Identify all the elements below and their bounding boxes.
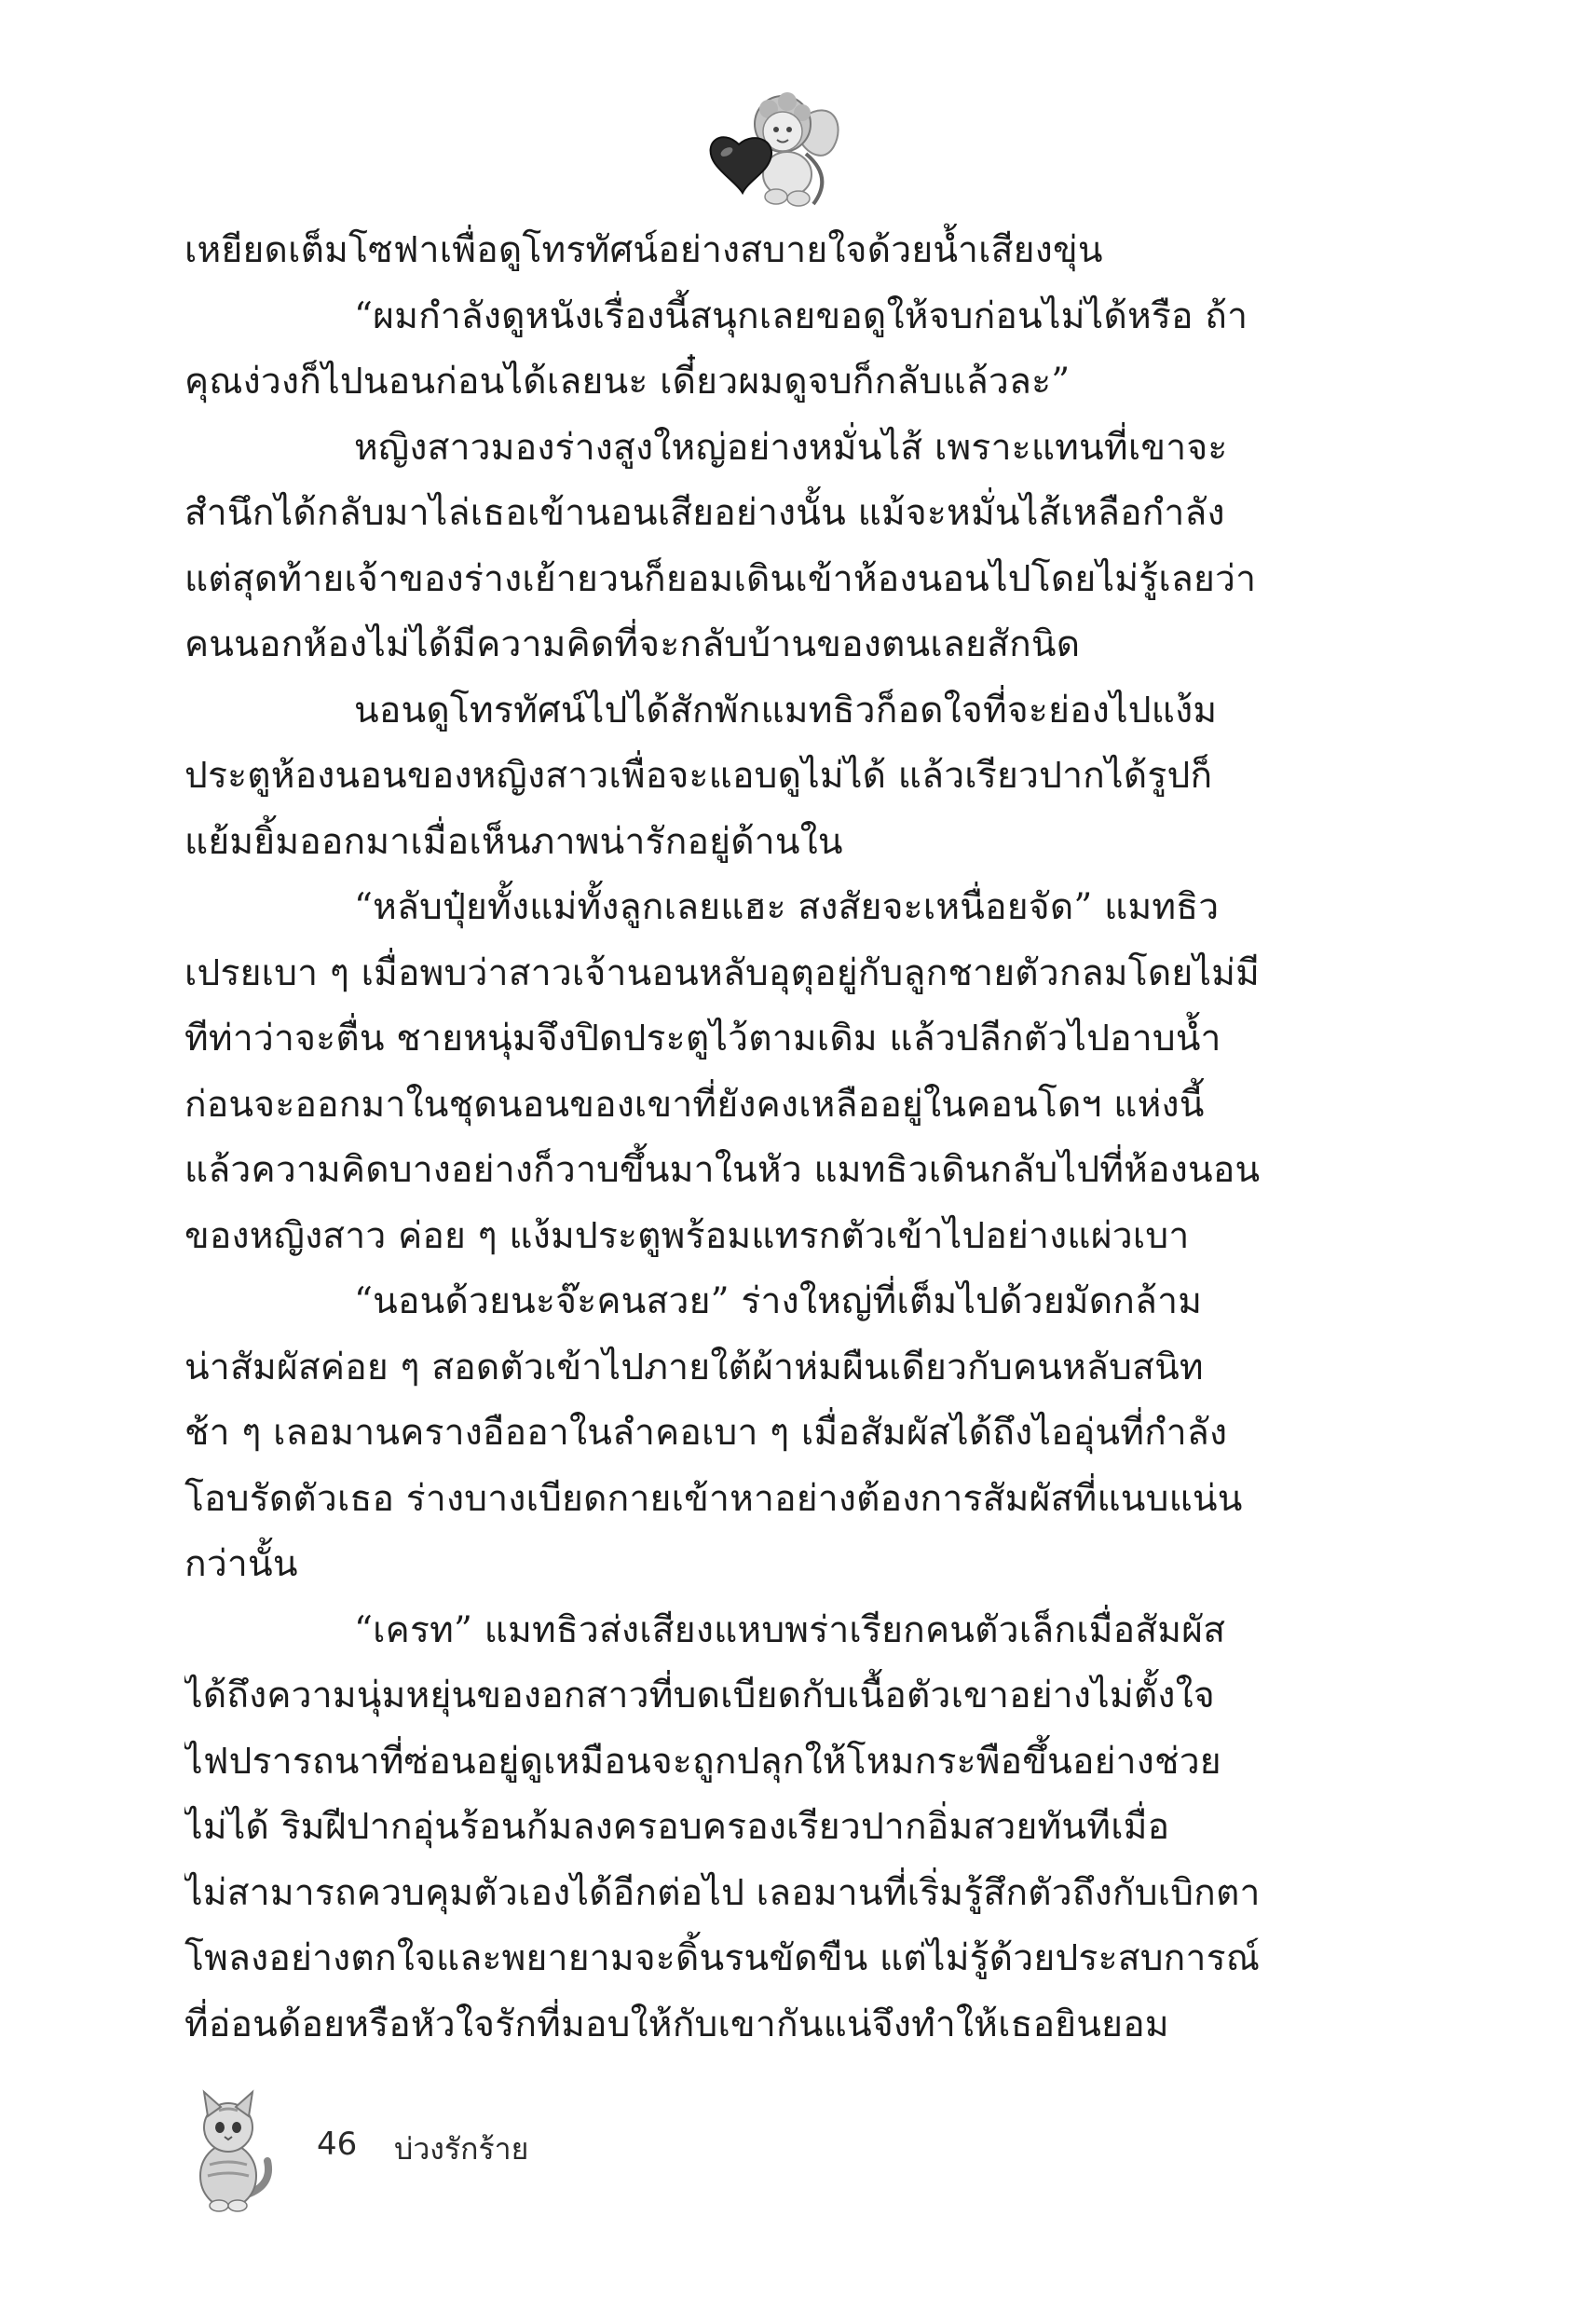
text-line: แต่สุดท้ายเจ้าของร่างเย้ายวนก็ยอมเดินเข้าห้องนอนไปโดยไม่รู้เลยว่า bbox=[184, 557, 1257, 600]
cupid-with-heart-icon bbox=[694, 89, 848, 210]
text-line: ของหญิงสาว ค่อย ๆ แง้มประตูพร้อมแทรกตัวเข้าไปอย่างแผ่วเบา bbox=[184, 1214, 1190, 1257]
text-line: ได้ถึงความนุ่มหยุ่นของอกสาวที่บดเบียดกับเนื้อตัวเขาอย่างไม่ตั้งใจ bbox=[184, 1675, 1215, 1716]
text-line: ทีท่าว่าจะตื่น ชายหนุ่มจึงปิดประตูไว้ตามเดิม แล้วปลีกตัวไปอาบน้ำ bbox=[184, 1018, 1221, 1060]
text-line: “เครท” แมทธิวส่งเสียงแหบพร่าเรียกคนตัวเล็กเมื่อสัมผัส bbox=[354, 1608, 1226, 1651]
text-line: “หลับปุ๋ยทั้งแม่ทั้งลูกเลยแฮะ สงสัยจะเหนื่อยจัด” แมทธิว bbox=[354, 886, 1220, 928]
text-line: ไม่สามารถควบคุมตัวเองได้อีกต่อไป เลอมานที่เริ่มรู้สึกตัวถึงกับเบิกตา bbox=[184, 1871, 1261, 1914]
book-title: บ่วงรักร้าย bbox=[394, 2131, 529, 2167]
text-line: กว่านั้น bbox=[184, 1543, 298, 1585]
text-line: สำนึกได้กลับมาไล่เธอเข้านอนเสียอย่างนั้น แม้จะหมั่นไส้เหลือกำลัง bbox=[184, 492, 1225, 534]
page-number: 46 bbox=[317, 2126, 358, 2163]
text-line: ไฟปรารถนาที่ซ่อนอยู่ดูเหมือนจะถูกปลุกให้โหมกระพือขึ้นอย่างช่วย bbox=[184, 1740, 1221, 1783]
text-line: ที่อ่อนด้อยหรือหัวใจรักที่มอบให้กับเขากันแน่จึงทำให้เธอยินยอม bbox=[184, 2003, 1169, 2045]
page-footer bbox=[182, 2083, 741, 2222]
text-line: เหยียดเต็มโซฟาเพื่อดูโทรทัศน์อย่างสบายใจด้วยน้ำเสียงขุ่น bbox=[184, 229, 1103, 271]
text-line: “ผมกำลังดูหนังเรื่องนี้สนุกเลยขอดูให้จบก่อนไม่ได้หรือ ถ้า bbox=[354, 294, 1248, 337]
body-text bbox=[184, 218, 1325, 2058]
text-line: คนนอกห้องไม่ได้มีความคิดที่จะกลับบ้านของตนเลยสักนิด bbox=[184, 623, 1081, 665]
text-line: ช้า ๆ เลอมานครางอืออาในลำคอเบา ๆ เมื่อสัมผัสได้ถึงไออุ่นที่กำลัง bbox=[184, 1412, 1228, 1454]
text-line: คุณง่วงก็ไปนอนก่อนได้เลยนะ เดี๋ยวผมดูจบก็กลับแล้วละ” bbox=[184, 361, 1071, 403]
text-line: ก่อนจะออกมาในชุดนอนของเขาที่ยังคงเหลืออยู่ในคอนโดฯ แห่งนี้ bbox=[184, 1083, 1205, 1126]
text-line: น่าสัมผัสค่อย ๆ สอดตัวเข้าไปภายใต้ผ้าห่มผืนเดียวกับคนหลับสนิท bbox=[184, 1346, 1204, 1388]
text-line: นอนดูโทรทัศน์ไปได้สักพักแมทธิวก็อดใจที่จะย่องไปแง้ม bbox=[354, 689, 1218, 732]
text-line: แล้วความคิดบางอย่างก็วาบขึ้นมาในหัว แมทธิวเดินกลับไปที่ห้องนอน bbox=[184, 1149, 1261, 1191]
text-line: ไม่ได้ ริมฝีปากอุ่นร้อนก้มลงครอบครองเรียวปากอิ่มสวยทันทีเมื่อ bbox=[184, 1806, 1170, 1848]
text-line: โอบรัดตัวเธอ ร่างบางเบียดกายเข้าหาอย่างต้องการสัมผัสที่แนบแน่น bbox=[184, 1477, 1243, 1520]
kitten-icon bbox=[182, 2083, 275, 2213]
text-line: หญิงสาวมองร่างสูงใหญ่อย่างหมั่นไส้ เพราะแทนที่เขาจะ bbox=[354, 426, 1228, 469]
text-line: แย้มยิ้มออกมาเมื่อเห็นภาพน่ารักอยู่ด้านใน bbox=[184, 820, 843, 863]
text-line: เปรยเบา ๆ เมื่อพบว่าสาวเจ้านอนหลับอุตุอยู่กับลูกชายตัวกลมโดยไม่มี bbox=[184, 951, 1261, 994]
text-line: “นอนด้วยนะจ๊ะคนสวย” ร่างใหญ่ที่เต็มไปด้วยมัดกล้าม bbox=[354, 1280, 1203, 1322]
text-line: โพลงอย่างตกใจและพยายามจะดิ้นรนขัดขืน แต่ไม่รู้ด้วยประสบการณ์ bbox=[184, 1937, 1261, 1979]
text-line: ประตูห้องนอนของหญิงสาวเพื่อจะแอบดูไม่ได้ แล้วเรียวปากได้รูปก็ bbox=[184, 755, 1213, 797]
